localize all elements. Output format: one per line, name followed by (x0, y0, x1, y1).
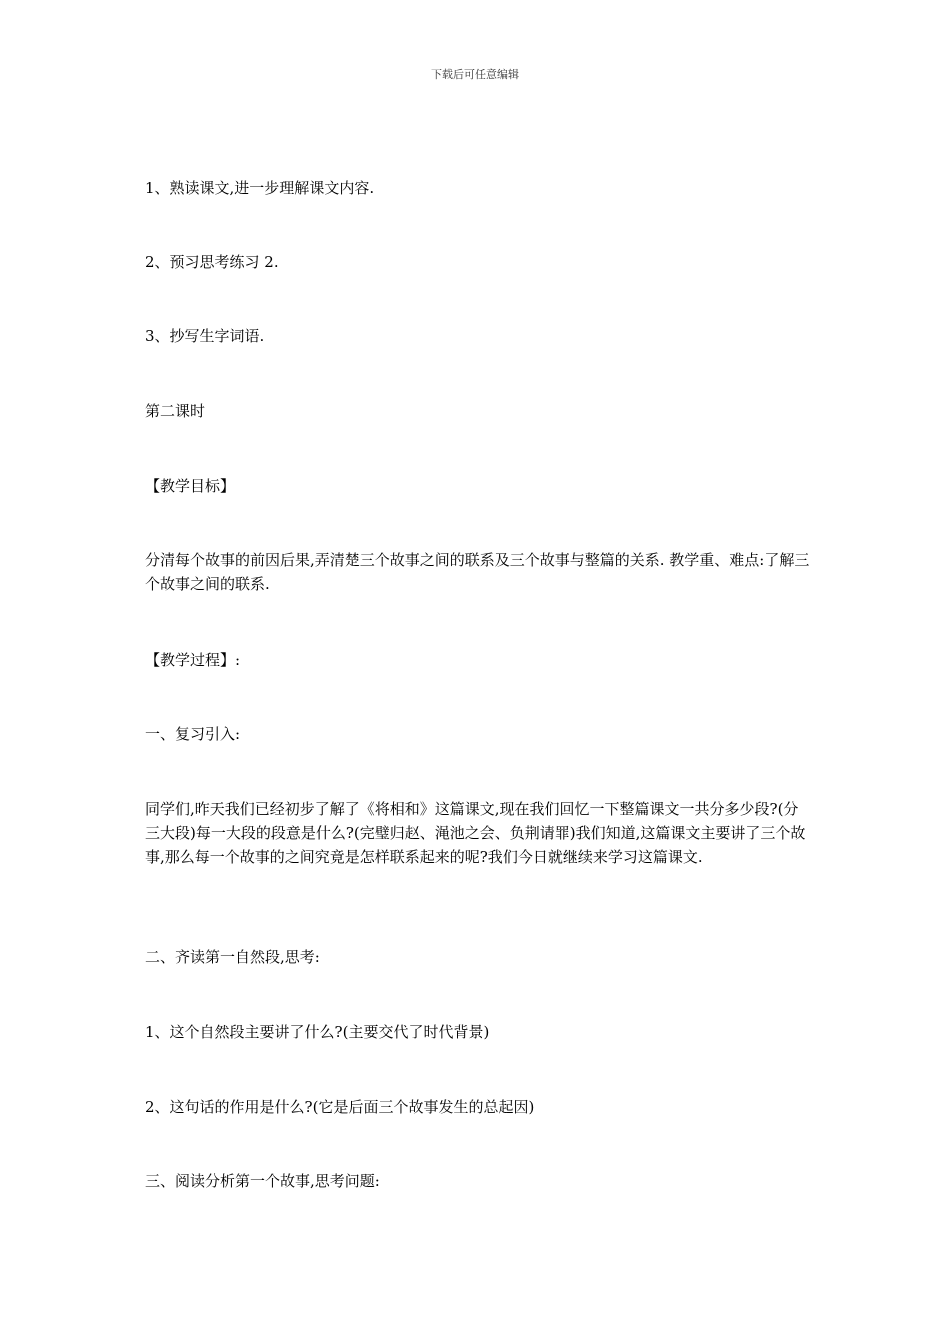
question-item-1: 1、这个自然段主要讲了什么?(主要交代了时代背景) (145, 1023, 490, 1041)
step-heading-read-aloud: 二、齐读第一自然段,思考: (145, 948, 320, 966)
review-paragraph: 同学们,昨天我们已经初步了解了《将相和》这篇课文,现在我们回忆一下整篇课文一共分多少段?(分三大段)每一大段的段意是什么?(完璧归赵、渑池之会、负荆请罪)我们知道,这篇课文主要讲了三个故事,那么每一个故事的之间究竟是怎样联系起来的呢?我们今日就继续来学习这篇课文. (145, 800, 806, 866)
homework-item-3: 3、抄写生字词语. (145, 327, 265, 345)
lesson-heading: 第二课时 (145, 402, 206, 420)
homework-item-1: 1、熟读课文,进一步理解课文内容. (145, 179, 375, 197)
page-header: 下载后可任意编辑 (431, 68, 519, 81)
homework-item-2: 2、预习思考练习 2. (145, 253, 279, 271)
step-heading-analysis: 三、阅读分析第一个故事,思考问题: (145, 1172, 380, 1190)
question-item-2: 2、这句话的作用是什么?(它是后面三个故事发生的总起因) (145, 1098, 535, 1116)
objectives-paragraph: 分清每个故事的前因后果,弄清楚三个故事之间的联系及三个故事与整篇的关系. 教学重、难点:了解三个故事之间的联系. (145, 551, 810, 593)
section-heading-objectives: 【教学目标】 (145, 477, 236, 495)
section-heading-process: 【教学过程】: (145, 651, 241, 669)
step-heading-review: 一、复习引入: (145, 725, 241, 743)
